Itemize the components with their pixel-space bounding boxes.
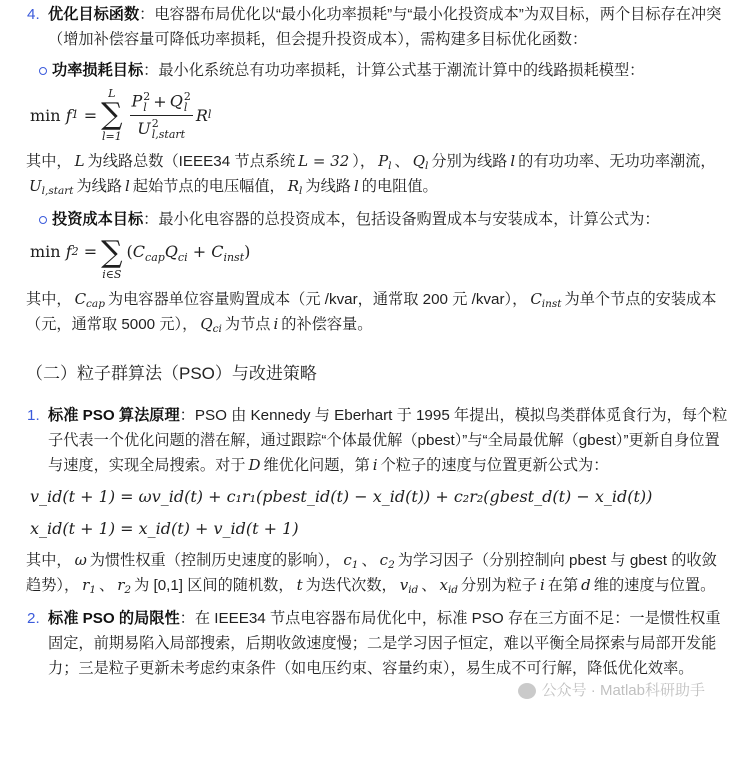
c-cap-sub: cap <box>145 251 165 264</box>
math-inline <box>439 576 458 594</box>
text-run: 分别为线路 <box>431 153 508 170</box>
text-run: 为 [0,1] 区间的随机数， <box>134 577 294 594</box>
sum-bottom: l=1 <box>101 130 122 143</box>
wechat-icon <box>518 683 536 699</box>
math-symbol: P <box>378 152 389 170</box>
math-inline <box>298 152 349 170</box>
para2-text <box>26 291 716 333</box>
math-inline <box>540 576 545 594</box>
math-inline <box>343 551 358 569</box>
math-subscript: l,start <box>41 185 74 197</box>
math-symbol: C <box>74 290 87 308</box>
paragraph-cost-vars <box>26 287 727 337</box>
math-inline <box>273 315 278 333</box>
text-run: 为线路 <box>305 178 351 195</box>
math-inline <box>125 177 130 195</box>
para1-text <box>26 153 716 195</box>
math-subscript: id <box>408 584 419 596</box>
item2-text <box>48 610 721 677</box>
text-run: 个粒子的速度与位置更新公式为： <box>380 457 609 474</box>
math-inline <box>380 551 395 569</box>
plus: + <box>153 92 167 111</box>
num-p-sup: 2 <box>143 89 151 103</box>
math-inline <box>581 576 591 594</box>
f2-body <box>126 242 251 264</box>
math-inline <box>75 152 85 170</box>
list-item-4 <box>27 2 731 52</box>
text-run: 的补偿容量。 <box>281 316 373 333</box>
math-symbol: l <box>510 152 516 170</box>
paragraph-power-loss-vars <box>26 149 727 199</box>
math-subscript: ci <box>212 323 222 335</box>
bold-term: 优化目标函数 <box>48 6 140 23</box>
math-subscript: l <box>299 185 303 197</box>
text-run: 、 <box>99 577 115 594</box>
bold-term: 标准 PSO 算法原理 <box>48 407 180 424</box>
bullet-icon <box>39 216 47 224</box>
fraction <box>130 91 193 140</box>
text-run: 其中， <box>26 291 72 308</box>
formula-velocity-update: v_id(t + 1) = ωv_id(t) + c₁r₁(pbest_id(t) − x_id(t)) + c₂r₂(gbest_d(t) − x_id(t)) <box>30 487 653 506</box>
math-symbol: R <box>287 177 300 195</box>
math-subscript: 1 <box>351 559 359 571</box>
math-symbol: c <box>379 551 389 569</box>
math-symbol: x <box>439 576 448 594</box>
bullet-icon <box>39 67 47 75</box>
c-inst-sub: inst <box>223 251 245 264</box>
summation <box>101 235 123 281</box>
math-symbol: L <box>74 152 85 170</box>
math-symbol: d <box>581 576 591 594</box>
text-run: 为电容器单位容量购置成本（元 /kvar，通常取 200 元 /kvar）， <box>107 291 528 308</box>
sigma-icon: ∑ <box>101 97 123 132</box>
text-run: 其中， <box>26 552 72 569</box>
item4-text <box>48 6 721 48</box>
math-inline <box>354 177 359 195</box>
math-inline <box>413 152 429 170</box>
text-run: 为线路 <box>76 178 123 195</box>
text-run: 维优化问题，第 <box>263 457 370 474</box>
text-run: ）， <box>352 153 376 170</box>
text-run: 分别为粒子 <box>461 577 537 594</box>
num-q: Q <box>169 91 183 110</box>
math-symbol: Q <box>200 315 213 333</box>
math-subscript: inst <box>541 298 562 310</box>
text-run: ：最小化系统总有功功率损耗，计算公式基于潮流计算中的线路损耗模型： <box>143 62 645 79</box>
list-number: 1. <box>27 407 40 424</box>
paragraph-pso-vars <box>26 548 727 598</box>
math-symbol: L = 32 <box>298 152 350 170</box>
text-run: 为惯性权重（控制历史速度的影响）， <box>89 552 341 569</box>
math-inline <box>378 152 391 170</box>
formula-position-update: x_id(t + 1) = x_id(t) + v_id(t + 1) <box>30 519 299 538</box>
text-run: ：电容器布局优化以“最小化功率损耗”与“最小化投资成本”为双目标，两个目标存在冲突（增加补偿容量可降低功率损耗，但会提升投资成本），需构建多目标优化函数： <box>48 6 722 48</box>
text-run: 、 <box>361 552 377 569</box>
math-symbol: i <box>273 315 279 333</box>
math-inline <box>75 290 105 308</box>
num-p-sub: l <box>143 100 147 114</box>
math-symbol: v <box>399 576 409 594</box>
den-u: U <box>137 119 151 138</box>
math-subscript: 2 <box>124 584 132 596</box>
math-subscript: 1 <box>89 584 97 596</box>
list-item-1 <box>27 403 731 478</box>
text-run: 起始节点的电压幅值， <box>132 178 285 195</box>
list-number: 2. <box>27 610 40 627</box>
text-run: 、 <box>421 577 437 594</box>
bullet2-text <box>52 211 660 228</box>
para3-text <box>26 552 717 594</box>
summation <box>101 87 122 143</box>
math-symbol: r <box>117 576 125 594</box>
bullet1-text <box>52 62 644 79</box>
math-inline <box>510 152 515 170</box>
item1-text <box>48 407 727 474</box>
list-item-2 <box>27 606 731 681</box>
section-heading: （二）粒子群算法（PSO）与改进策略 <box>26 364 317 383</box>
f-min: min <box>30 242 61 261</box>
math-inline <box>82 576 96 594</box>
watermark <box>0 681 731 701</box>
math-symbol: l <box>125 177 130 195</box>
math-inline <box>200 315 222 333</box>
text-run: ：PSO 由 Kennedy 与 Eberhart 于 1995 年提出，模拟鸟类群体觅食行为，每个粒子代表一个优化问题的潜在解，通过跟踪“个体最优解（pbest）”与“全局最优解（gbest）”更新自身位置与速度，实现全局搜索。对于 <box>48 407 728 474</box>
bullet-power-loss <box>52 58 731 83</box>
bullet-investment-cost <box>52 207 731 232</box>
math-symbol: C <box>530 290 542 308</box>
text-run: 为学习因子（分别控制向 pbest 与 gbest 的收敛趋势）， <box>26 552 717 594</box>
f-var: f <box>65 242 72 261</box>
math-symbol: l <box>353 177 359 195</box>
r-var: R <box>195 105 208 125</box>
math-symbol: i <box>539 576 545 594</box>
f-eq: = <box>83 242 98 261</box>
den-u-sub: l,start <box>151 127 186 141</box>
math-subscript: l <box>425 160 429 172</box>
math-symbol: ω <box>74 551 87 569</box>
formula-investment-cost: min f 2 = ∑ i∈S $(C_{cap}Q_{ci} + C_{inst})$ <box>30 235 251 281</box>
sigma-icon: ∑ <box>101 235 123 270</box>
text-run: 维的速度与位置。 <box>593 577 716 594</box>
watermark-text: 公众号 · Matlab科研助手 <box>541 682 705 699</box>
f-var: f <box>65 105 72 125</box>
math-symbol: i <box>372 456 378 474</box>
q-ci-sub: ci <box>177 251 188 264</box>
math-inline <box>288 177 303 195</box>
math-inline <box>400 576 419 594</box>
math-inline <box>297 576 303 594</box>
c-inst: C <box>211 242 224 261</box>
q-ci: Q <box>164 242 178 261</box>
text-run: ：最小化电容器的总投资成本，包括设备购置成本与安装成本，计算公式为： <box>143 211 660 228</box>
plus: + <box>192 242 207 261</box>
sum-top: L <box>108 87 116 100</box>
math-symbol: Q <box>412 152 426 170</box>
math-inline <box>117 576 131 594</box>
math-subscript: l <box>388 160 392 172</box>
text-run: 为节点 <box>224 316 271 333</box>
rparen: ) <box>244 242 251 261</box>
text-run: 为单个节点的安装成本（元，通常取 5000 元）， <box>26 291 717 333</box>
c-cap: C <box>132 242 146 261</box>
text-run: 、 <box>394 153 410 170</box>
text-run: ：在 IEEE34 节点电容器布局优化中，标准 PSO 存在三方面不足：一是惯性权重固定，前期易陷入局部搜索，后期收敛速度慢；二是学习因子恒定，难以平衡全局探索与局部开发能力；三是粒子更新未考虑约束条件（如电压约束、容量约束），易生成不可行解，降低优化效率。 <box>48 610 721 677</box>
den-u-sup: 2 <box>151 116 159 130</box>
bold-term: 功率损耗目标 <box>52 62 144 79</box>
math-symbol: U <box>29 177 42 195</box>
math-inline <box>248 456 260 474</box>
math-inline <box>373 456 378 474</box>
math-inline <box>29 177 73 195</box>
formula-power-loss: min f 1 = L ∑ l=1 P 2 l + Q 2 l U 2 l,start R l <box>30 87 212 143</box>
text-run: 的电阻值。 <box>361 178 438 195</box>
math-inline <box>530 290 561 308</box>
text-run: 的有功功率、无功功率潮流， <box>518 153 716 170</box>
math-symbol: c <box>343 551 352 569</box>
lparen: ( <box>126 242 133 261</box>
math-subscript: cap <box>86 298 105 310</box>
num-q-sub: l <box>183 100 188 114</box>
math-subscript: id <box>447 584 459 596</box>
sum-bottom: i∈S <box>102 268 122 281</box>
num-q-sup: 2 <box>183 89 191 103</box>
f-min: min <box>30 105 61 125</box>
math-inline <box>75 551 87 569</box>
text-run: 为线路总数（IEEE34 节点系统 <box>87 153 296 170</box>
bold-term: 标准 PSO 的局限性 <box>48 610 180 627</box>
f-eq: = <box>83 105 98 125</box>
math-symbol: t <box>296 576 303 594</box>
math-symbol: D <box>248 456 261 474</box>
list-number: 4. <box>27 6 40 23</box>
num-p: P <box>131 91 143 110</box>
math-symbol: r <box>82 576 90 594</box>
math-subscript: 2 <box>388 559 395 571</box>
text-run: 其中， <box>26 153 72 170</box>
bold-term: 投资成本目标 <box>52 211 144 228</box>
text-run: 为迭代次数， <box>305 577 397 594</box>
text-run: 在第 <box>547 577 579 594</box>
